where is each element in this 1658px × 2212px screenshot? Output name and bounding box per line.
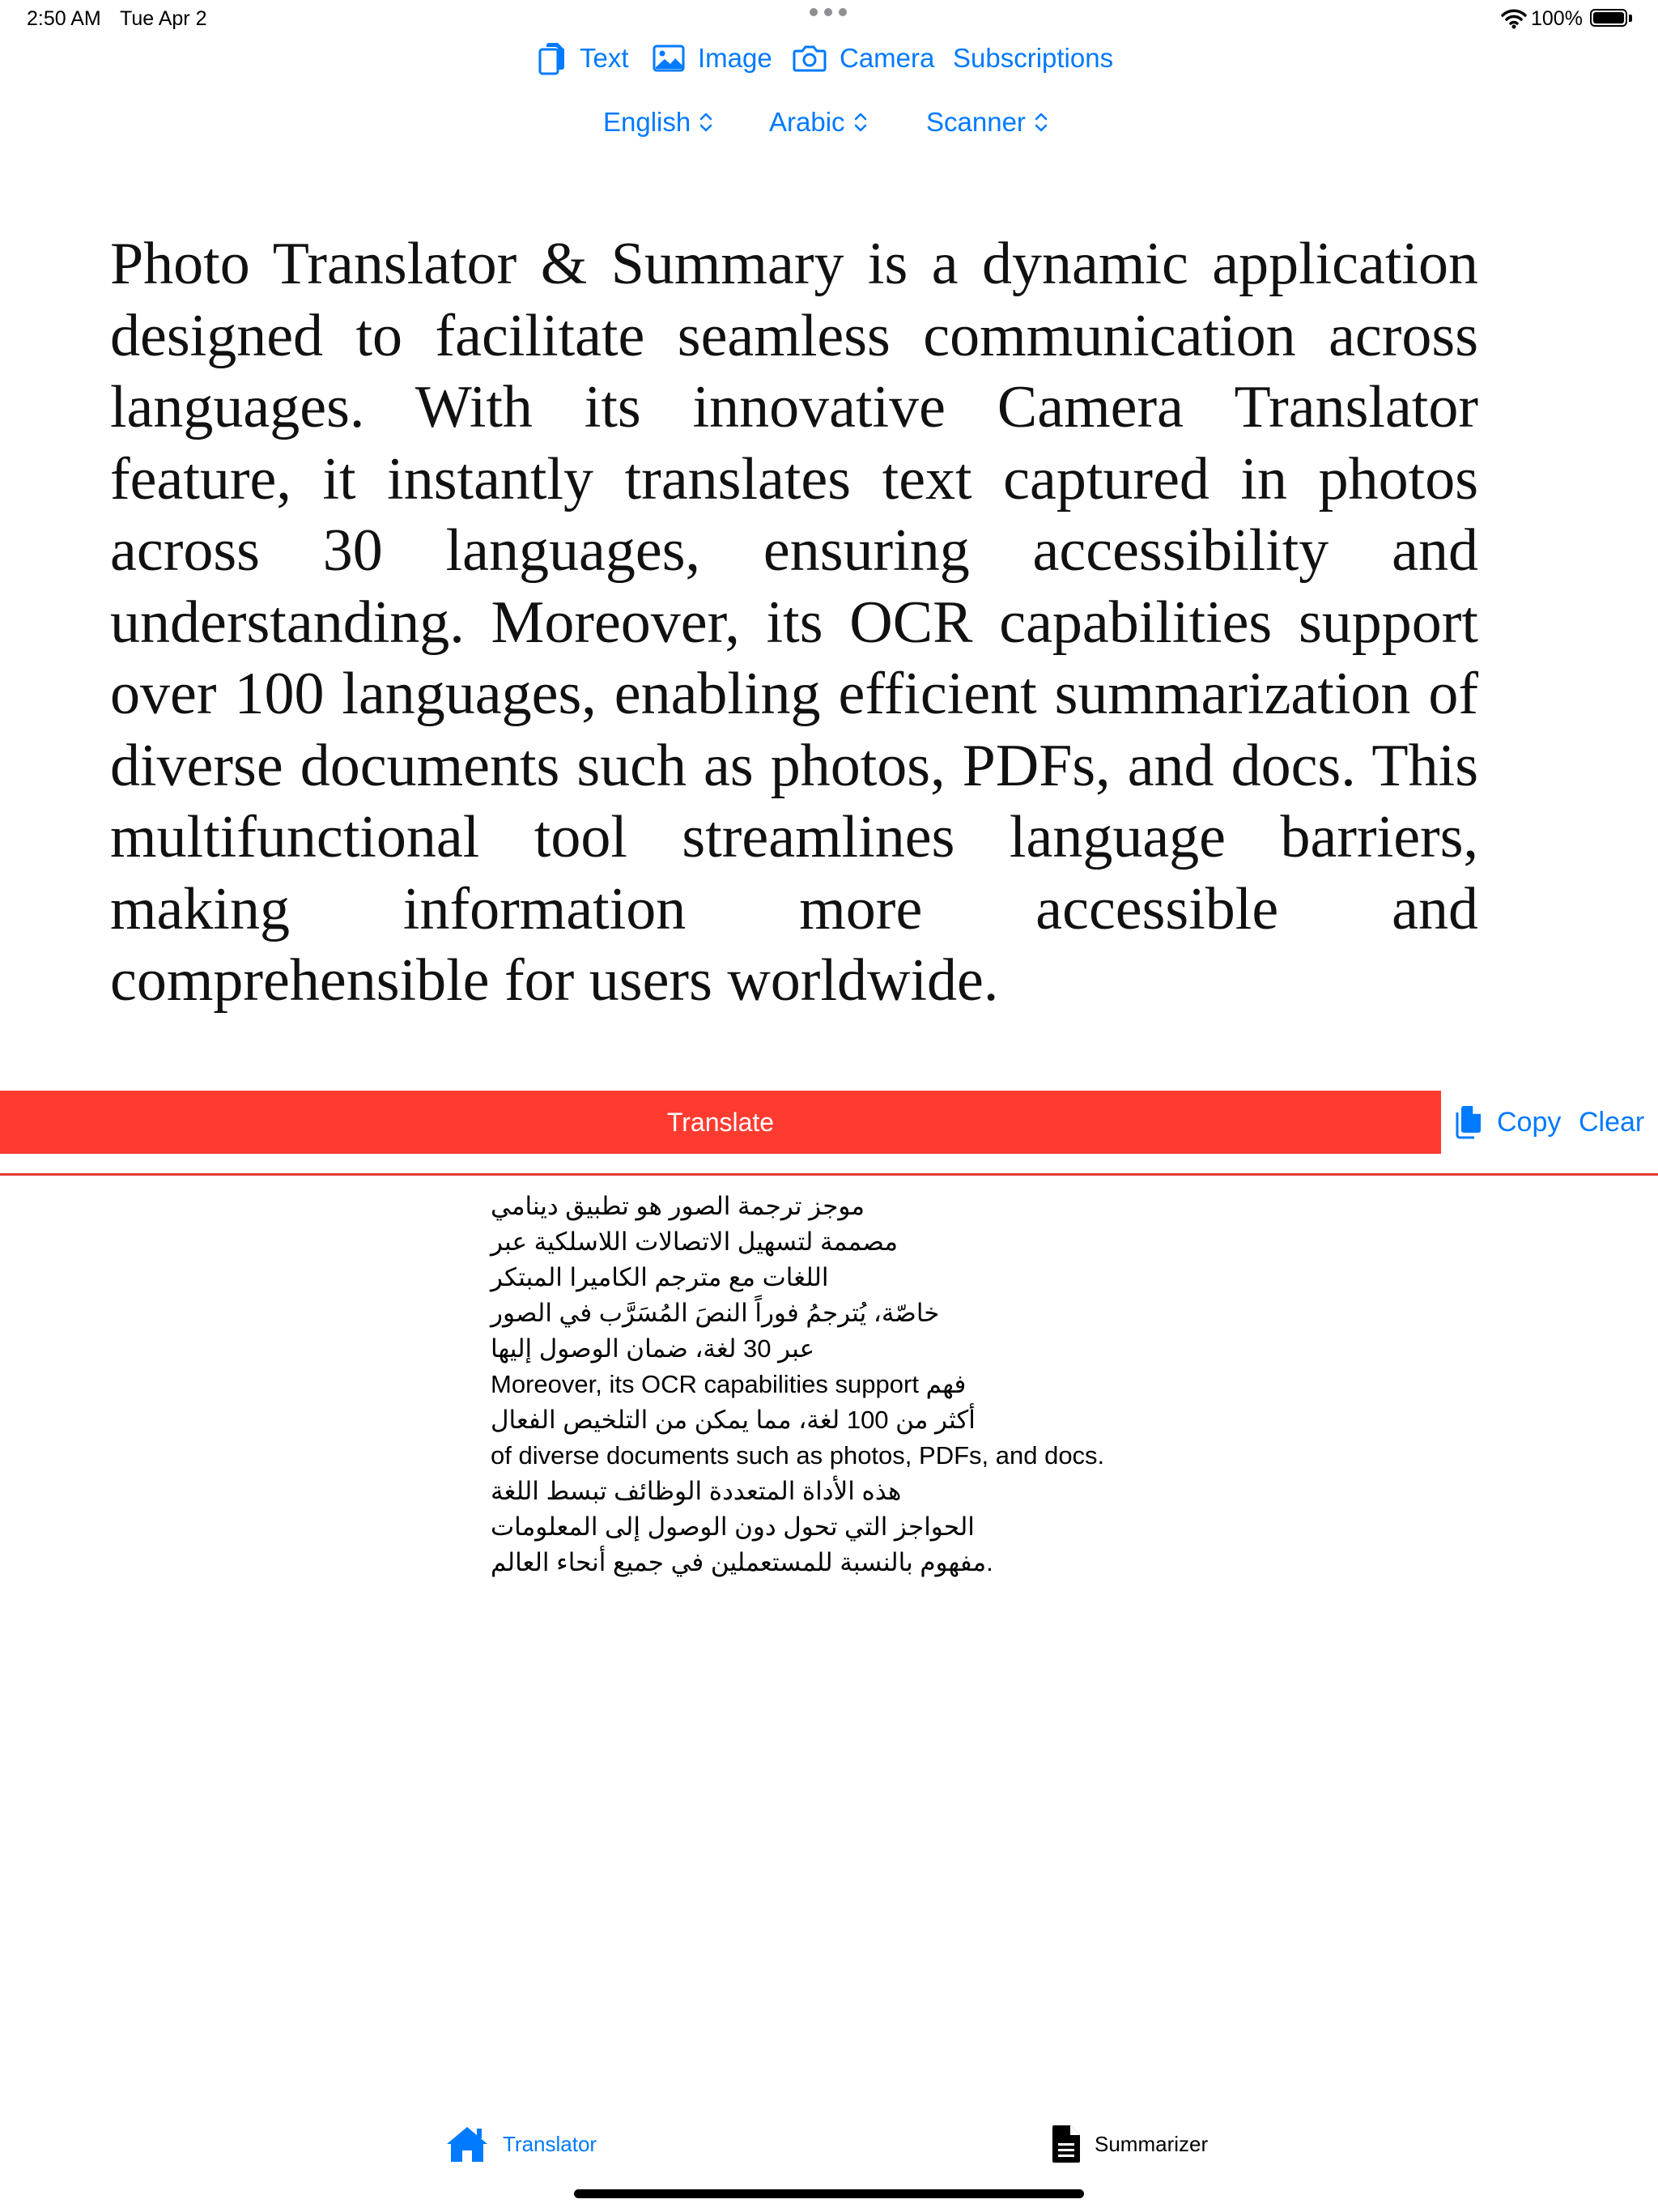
tab-summarizer-label: Summarizer <box>1095 2131 1209 2156</box>
source-language-select[interactable] <box>603 104 713 141</box>
tab-image[interactable] <box>653 40 772 76</box>
translation-output <box>491 1189 1219 1580</box>
output-line: of diverse documents such as photos, PDFs, and docs. <box>491 1441 1105 1470</box>
multitasking-dots-icon[interactable] <box>810 8 847 16</box>
output-line: Moreover, its OCR capabilities support فهم <box>491 1370 967 1398</box>
output-line: أكثر من 100 لغة، مما يمكن من التلخيص الفعال <box>491 1406 976 1434</box>
source-language-label: English <box>603 107 691 137</box>
tab-camera[interactable] <box>793 40 934 76</box>
output-line: مصممة لتسهيل الاتصالات اللاسلكية عبر <box>491 1227 898 1256</box>
output-line: خاصّة، يُترجمُ فوراً النصَ المُسَرَّب في الصور <box>491 1299 940 1327</box>
chevron-up-down-icon <box>853 110 868 134</box>
tab-subscriptions-label: Subscriptions <box>953 43 1114 73</box>
house-icon <box>444 2125 490 2163</box>
battery-cap <box>1629 15 1632 22</box>
tab-image-label: Image <box>698 43 772 73</box>
tab-translator[interactable] <box>444 2121 597 2167</box>
status-time: 2:50 AM <box>27 7 101 30</box>
source-text-image: Photo Translator & Summary is a dynamic application designed to facilitate seamless communication across languages. With its innovative Camera Translator feature, it instantly translates text captured in photos across 30 languages, ensuring accessibility and understanding. Moreover, its OCR capabilities support over 100 languages, enabling efficient summarization of diverse documents such as photos, PDFs, and docs. This multifunctional tool streamlines language barriers, making information more accessible and comprehensible for users worldwide. <box>110 231 1478 1014</box>
tab-text[interactable] <box>538 40 629 76</box>
output-line: هذه الأداة المتعددة الوظائف تبسط اللغة <box>491 1477 902 1505</box>
camera-icon <box>793 45 827 72</box>
output-line: مفهوم بالنسبة للمستعملين في جميع أنحاء العالم. <box>491 1548 993 1576</box>
tab-summarizer[interactable] <box>1051 2121 1208 2167</box>
doc-on-doc-icon <box>538 40 567 76</box>
translate-button[interactable]: Translate <box>0 1091 1441 1154</box>
clear-button-label: Clear <box>1579 1106 1645 1138</box>
target-language-label: Arabic <box>769 107 845 137</box>
status-bar <box>0 0 1658 39</box>
tab-subscriptions[interactable] <box>953 40 1113 76</box>
target-language-select[interactable] <box>769 104 868 141</box>
mode-select[interactable] <box>926 104 1048 141</box>
tab-camera-label: Camera <box>840 43 935 73</box>
clear-button[interactable] <box>1579 1102 1644 1142</box>
output-line: عبر 30 لغة، ضمان الوصول إليها <box>491 1334 815 1363</box>
battery-percent: 100% <box>1531 7 1583 30</box>
output-line: موجز ترجمة الصور هو تطبيق دينامي <box>491 1192 865 1220</box>
chevron-up-down-icon <box>699 110 713 134</box>
divider <box>0 1173 1658 1176</box>
output-line: اللغات مع مترجم الكاميرا المبتكر <box>491 1263 829 1291</box>
output-line: الحواجز التي تحول دون الوصول إلى المعلومات <box>491 1512 975 1541</box>
copy-button-label: Copy <box>1497 1106 1562 1138</box>
status-date: Tue Apr 2 <box>120 7 207 30</box>
photo-icon <box>653 45 685 72</box>
document-icon <box>1051 2124 1082 2164</box>
doc-on-doc-icon <box>1455 1104 1482 1140</box>
tab-text-label: Text <box>580 43 629 73</box>
wifi-icon <box>1501 8 1527 29</box>
copy-button[interactable] <box>1455 1102 1561 1142</box>
chevron-up-down-icon <box>1034 110 1048 134</box>
battery-icon <box>1590 9 1627 27</box>
mode-label: Scanner <box>926 107 1026 137</box>
tab-translator-label: Translator <box>503 2131 597 2156</box>
home-indicator[interactable] <box>574 2189 1084 2198</box>
